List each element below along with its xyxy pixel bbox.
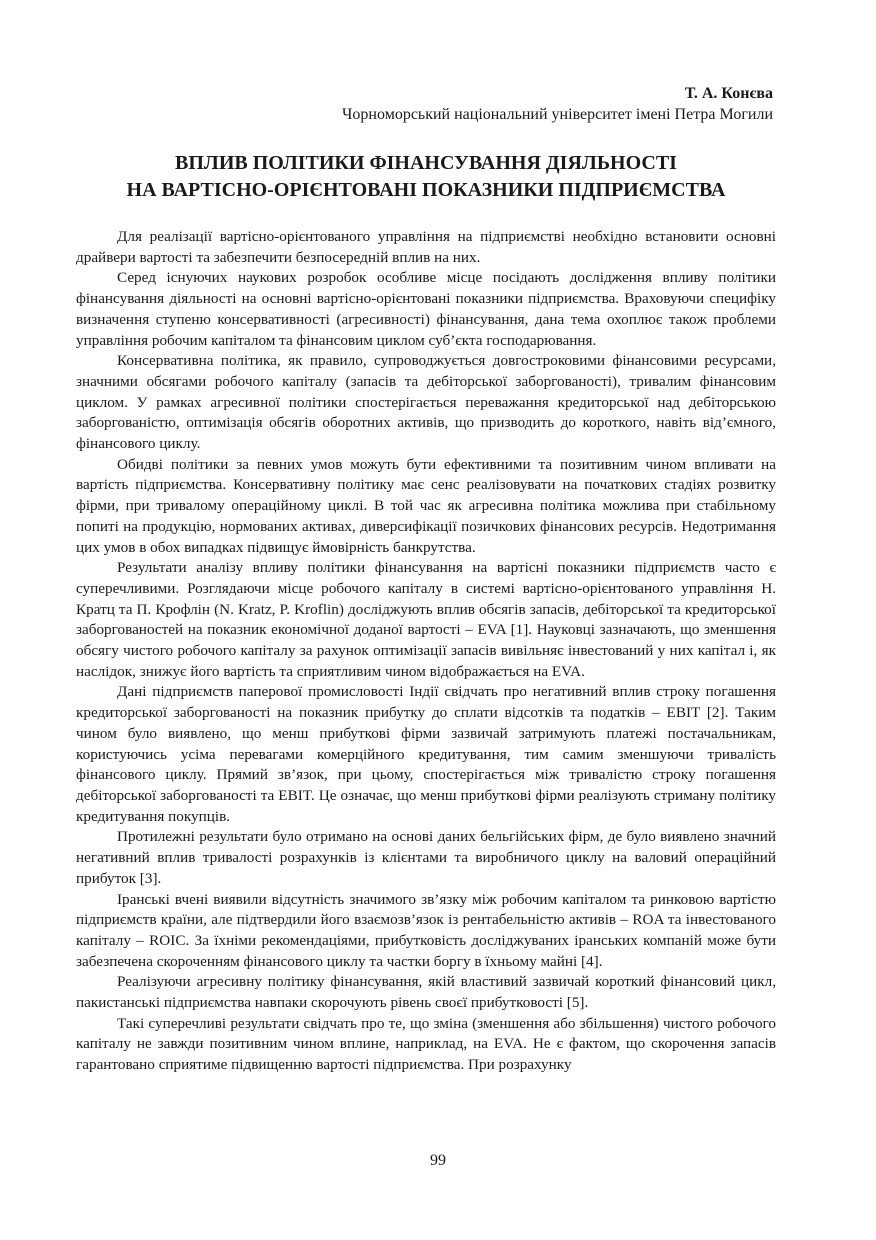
- paragraph: Результати аналізу впливу політики фінансування на вартісні показники підприємств часто є суперечливими. Розглядаючи місце робочого капіталу в системі вартісно-орієнтованого управління Н. Кратц та П. Крофлін (N. Kratz, P. Kroflin) досліджують вплив обсягів запасів, дебіторської та кредиторської заборгованостей на показник економічної доданої вартості – EVA [1]. Науковці зазначають, що зменшення обсягу чистого робочого капіталу за рахунок оптимізації запасів вивільняє інвестований у них капітал і, як наслідок, знижує його вартість та сприятливим чином відображається на EVA.: [76, 559, 776, 680]
- paragraph: Іранські вчені виявили відсутність значимого зв’язку між робочим капіталом та ринковою вартістю підприємств країни, але підтвердили його взаємозв’язок із рентабельністю активів – ROA та інвестованого капіталу – ROIC. За їхніми рекомендаціями, прибутковість досліджуваних іранських компаній може бути забезпечена скороченням фінансового циклу та частки боргу в їхньому майні [4].: [76, 890, 776, 970]
- paragraph: Дані підприємств паперової промисловості Індії свідчать про негативний вплив строку погашення кредиторської заборгованості на показник прибутку до сплати відсотків та податків – EBIT [2]. Таким чином було виявлено, що менш прибуткові фірми зазвичай затримують платежі постачальникам, користуючись усіма перевагами комерційного кредитування, тим самим зменшуючи тривалість фінансового циклу. Прямий зв’язок, при цьому, спостерігається між тривалістю строку погашення дебіторської заборгованості та EBIT. Це означає, що менш прибуткові фірми реалізують стриману політику кредитування покупців.: [76, 683, 776, 825]
- page-number: 99: [430, 1152, 446, 1169]
- body-text: [76, 227, 776, 1076]
- paragraph: Такі суперечливі результати свідчать про те, що зміна (зменшення або збільшення) чистого робочого капіталу не завжди позитивним чином вплине, наприклад, на EVA. Не є фактом, що скорочення запасів гарантовано сприятиме підвищенню вартості підприємства. При розрахунку: [76, 1014, 776, 1074]
- paper-title-line-2: НА ВАРТІСНО-ОРІЄНТОВАНІ ПОКАЗНИКИ ПІДПРИЄМСТВА: [126, 179, 726, 201]
- paragraph: Протилежні результати було отримано на основі даних бельгійських фірм, де було виявлено значний негативний вплив тривалості розрахунків із клієнтами та виробничого циклу на валовий операційний прибуток [3].: [76, 828, 776, 887]
- author-name: Т. А. Конєва: [684, 85, 773, 102]
- paragraph: Для реалізації вартісно-орієнтованого управління на підприємстві необхідно встановити основні драйвери вартості та забезпечити безпосередній вплив на них.: [76, 228, 776, 266]
- paper-title-line-1: ВПЛИВ ПОЛІТИКИ ФІНАНСУВАННЯ ДІЯЛЬНОСТІ: [175, 152, 677, 174]
- paper-title: [76, 150, 776, 204]
- paragraph: Реалізуючи агресивну політику фінансування, якій властивий зазвичай короткий фінансовий цикл, пакистанські підприємства навпаки скорочують рівень своєї прибутковості [5].: [76, 973, 776, 1012]
- author-affiliation: Чорноморський національний університет імені Петра Могили: [342, 106, 773, 123]
- paragraph: Обидві політики за певних умов можуть бути ефективними та позитивним чином впливати на вартість підприємства. Консервативну політику має сенс реалізовувати на початкових стадіях розвитку фірми, при тривалому операційному циклі. В той час як агресивна політика можлива при стабільному попиті на продукцію, нормованих активах, диверсифікації позичкових фінансових ресурсів. Недотримання цих умов в обох випадках підвищує ймовірність банкрутства.: [76, 455, 776, 556]
- paragraph: Серед існуючих наукових розробок особливе місце посідають дослідження впливу політики фінансування діяльності на основні вартісно-орієнтовані показники підприємства. Враховуючи специфіку визначення ступеню консервативності (агресивності) фінансування, дана тема охоплює також проблеми управління робочим капіталом та фінансовим циклом суб’єкта господарювання.: [76, 269, 776, 349]
- paragraph: Консервативна політика, як правило, супроводжується довгостроковими фінансовими ресурсами, значними обсягами робочого капіталу (запасів та дебіторської заборгованості), тривалим фінансовим циклом. У рамках агресивної політики спостерігається переважання кредиторської над дебіторською заборгованістю, оптимізація обсягів оборотних активів, що призводить до короткого, навіть від’ємного, фінансового циклу.: [76, 352, 776, 453]
